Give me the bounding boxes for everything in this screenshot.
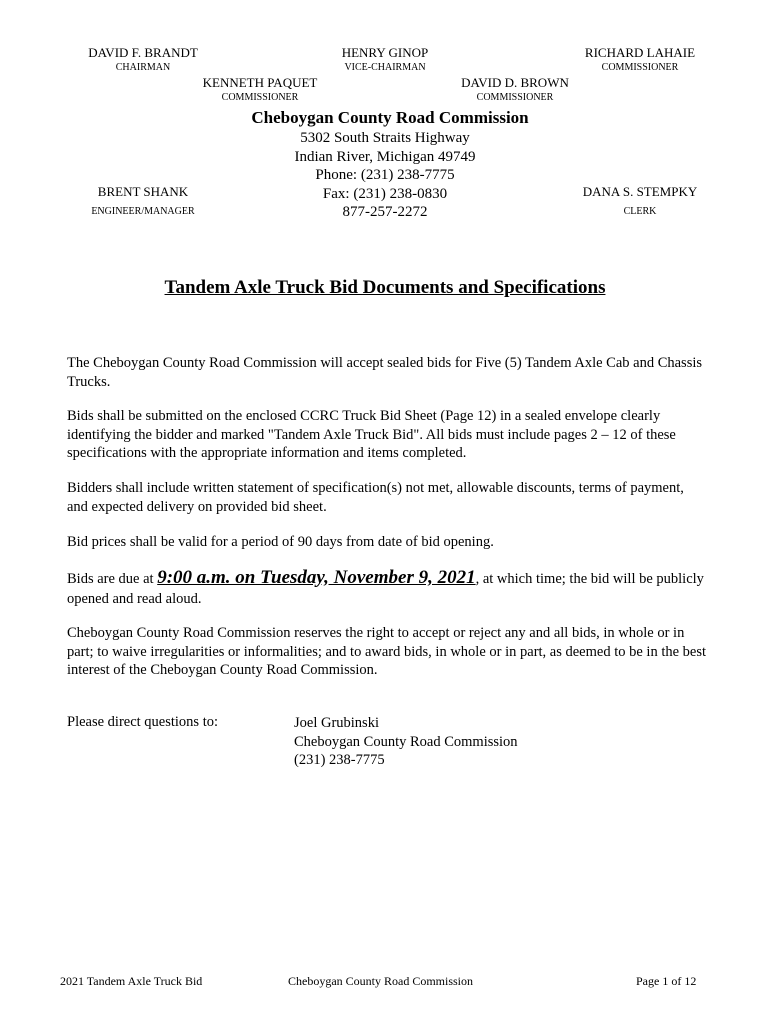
address-line1: 5302 South Straits Highway <box>300 130 470 146</box>
footer-page-number: Page 1 of 12 <box>636 974 697 988</box>
vice-chairman-title: VICE-CHAIRMAN <box>344 62 426 73</box>
engineer-name: BRENT SHANK <box>97 184 189 199</box>
organization-name: Cheboygan County Road Commission <box>251 108 529 127</box>
commissioner-brown-name: DAVID D. BROWN <box>461 75 569 90</box>
chairman-name: DAVID F. BRANDT <box>88 45 198 60</box>
document-title: Tandem Axle Truck Bid Documents and Specifications <box>164 277 606 298</box>
paragraph-submission <box>67 407 707 463</box>
due-suffix: , at which time; the bid will be publicly opened and read aloud. <box>67 571 704 607</box>
paragraph-text: Bid prices shall be valid for a period of 90 days from date of bid opening. <box>67 534 494 550</box>
vice-chairman-block <box>310 45 460 73</box>
paragraph-due-date <box>67 568 707 609</box>
commissioner-lahaie-title: COMMISSIONER <box>601 62 679 73</box>
address-line2: Indian River, Michigan 49749 <box>294 148 476 165</box>
commissioner-paquet-name: KENNETH PAQUET <box>202 75 318 90</box>
paragraph-intro <box>67 354 707 391</box>
commissioner-lahaie-block <box>565 45 715 73</box>
paragraph-text-due <box>67 568 707 609</box>
contact-name: Joel Grubinski <box>294 715 379 731</box>
chairman-title: CHAIRMAN <box>115 62 171 73</box>
chairman-block <box>68 45 218 73</box>
clerk-title: CLERK <box>623 206 657 217</box>
footer-center: Cheboygan County Road Commission <box>288 974 474 988</box>
phone-number: Phone: (231) 238-7775 <box>315 167 455 183</box>
paragraph-text: Bidders shall include written statement of specification(s) not met, allowable discounts, terms of payment, and expected delivery on provided bid sheet. <box>67 480 684 515</box>
engineer-block <box>68 184 218 217</box>
due-date-emphasis: 9:00 a.m. on Tuesday, November 9, 2021 <box>157 567 476 588</box>
clerk-block <box>565 184 715 217</box>
contact-org: Cheboygan County Road Commission <box>294 733 518 750</box>
fax-number: Fax: (231) 238-0830 <box>322 185 448 202</box>
vice-chairman-name: HENRY GINOP <box>341 45 429 60</box>
footer-left: 2021 Tandem Axle Truck Bid <box>60 974 203 988</box>
address-block <box>235 129 535 222</box>
commissioner-paquet-title: COMMISSIONER <box>221 92 299 103</box>
contact-label: Please direct questions to: <box>67 714 219 730</box>
commissioner-brown-title: COMMISSIONER <box>476 92 554 103</box>
contact-phone: (231) 238-7775 <box>294 752 385 768</box>
contact-details <box>294 714 518 770</box>
paragraph-text: Cheboygan County Road Commission reserves the right to accept or reject any and all bids, in whole or in part; to waive irregularities or informalities; and to award bids, in whole or in part, as deemed to be in the best interest of the Cheboygan County Road Commission. <box>67 625 707 678</box>
due-prefix: Bids are due at <box>67 571 158 587</box>
paragraph-text: The Cheboygan County Road Commission will accept sealed bids for Five (5) Tandem Axle Cab and Chassis Trucks. <box>67 355 703 390</box>
paragraph-validity <box>67 533 707 552</box>
paragraph-reservation <box>67 624 707 680</box>
clerk-name: DANA S. STEMPKY <box>582 184 698 199</box>
commissioner-paquet-block <box>185 75 335 103</box>
commissioner-brown-block <box>440 75 590 103</box>
paragraph-statement <box>67 479 707 516</box>
commissioner-lahaie-name: RICHARD LAHAIE <box>584 45 696 60</box>
paragraph-text: Bids shall be submitted on the enclosed CCRC Truck Bid Sheet (Page 12) in a sealed envelope clearly identifying the bidder and marked "Tandem Axle Truck Bid". All bids must include pages 2 – 12 of these specifications with the appropriate information and items completed. <box>67 408 676 461</box>
tollfree-number: 877-257-2272 <box>342 204 428 220</box>
engineer-title: ENGINEER/MANAGER <box>91 206 195 217</box>
